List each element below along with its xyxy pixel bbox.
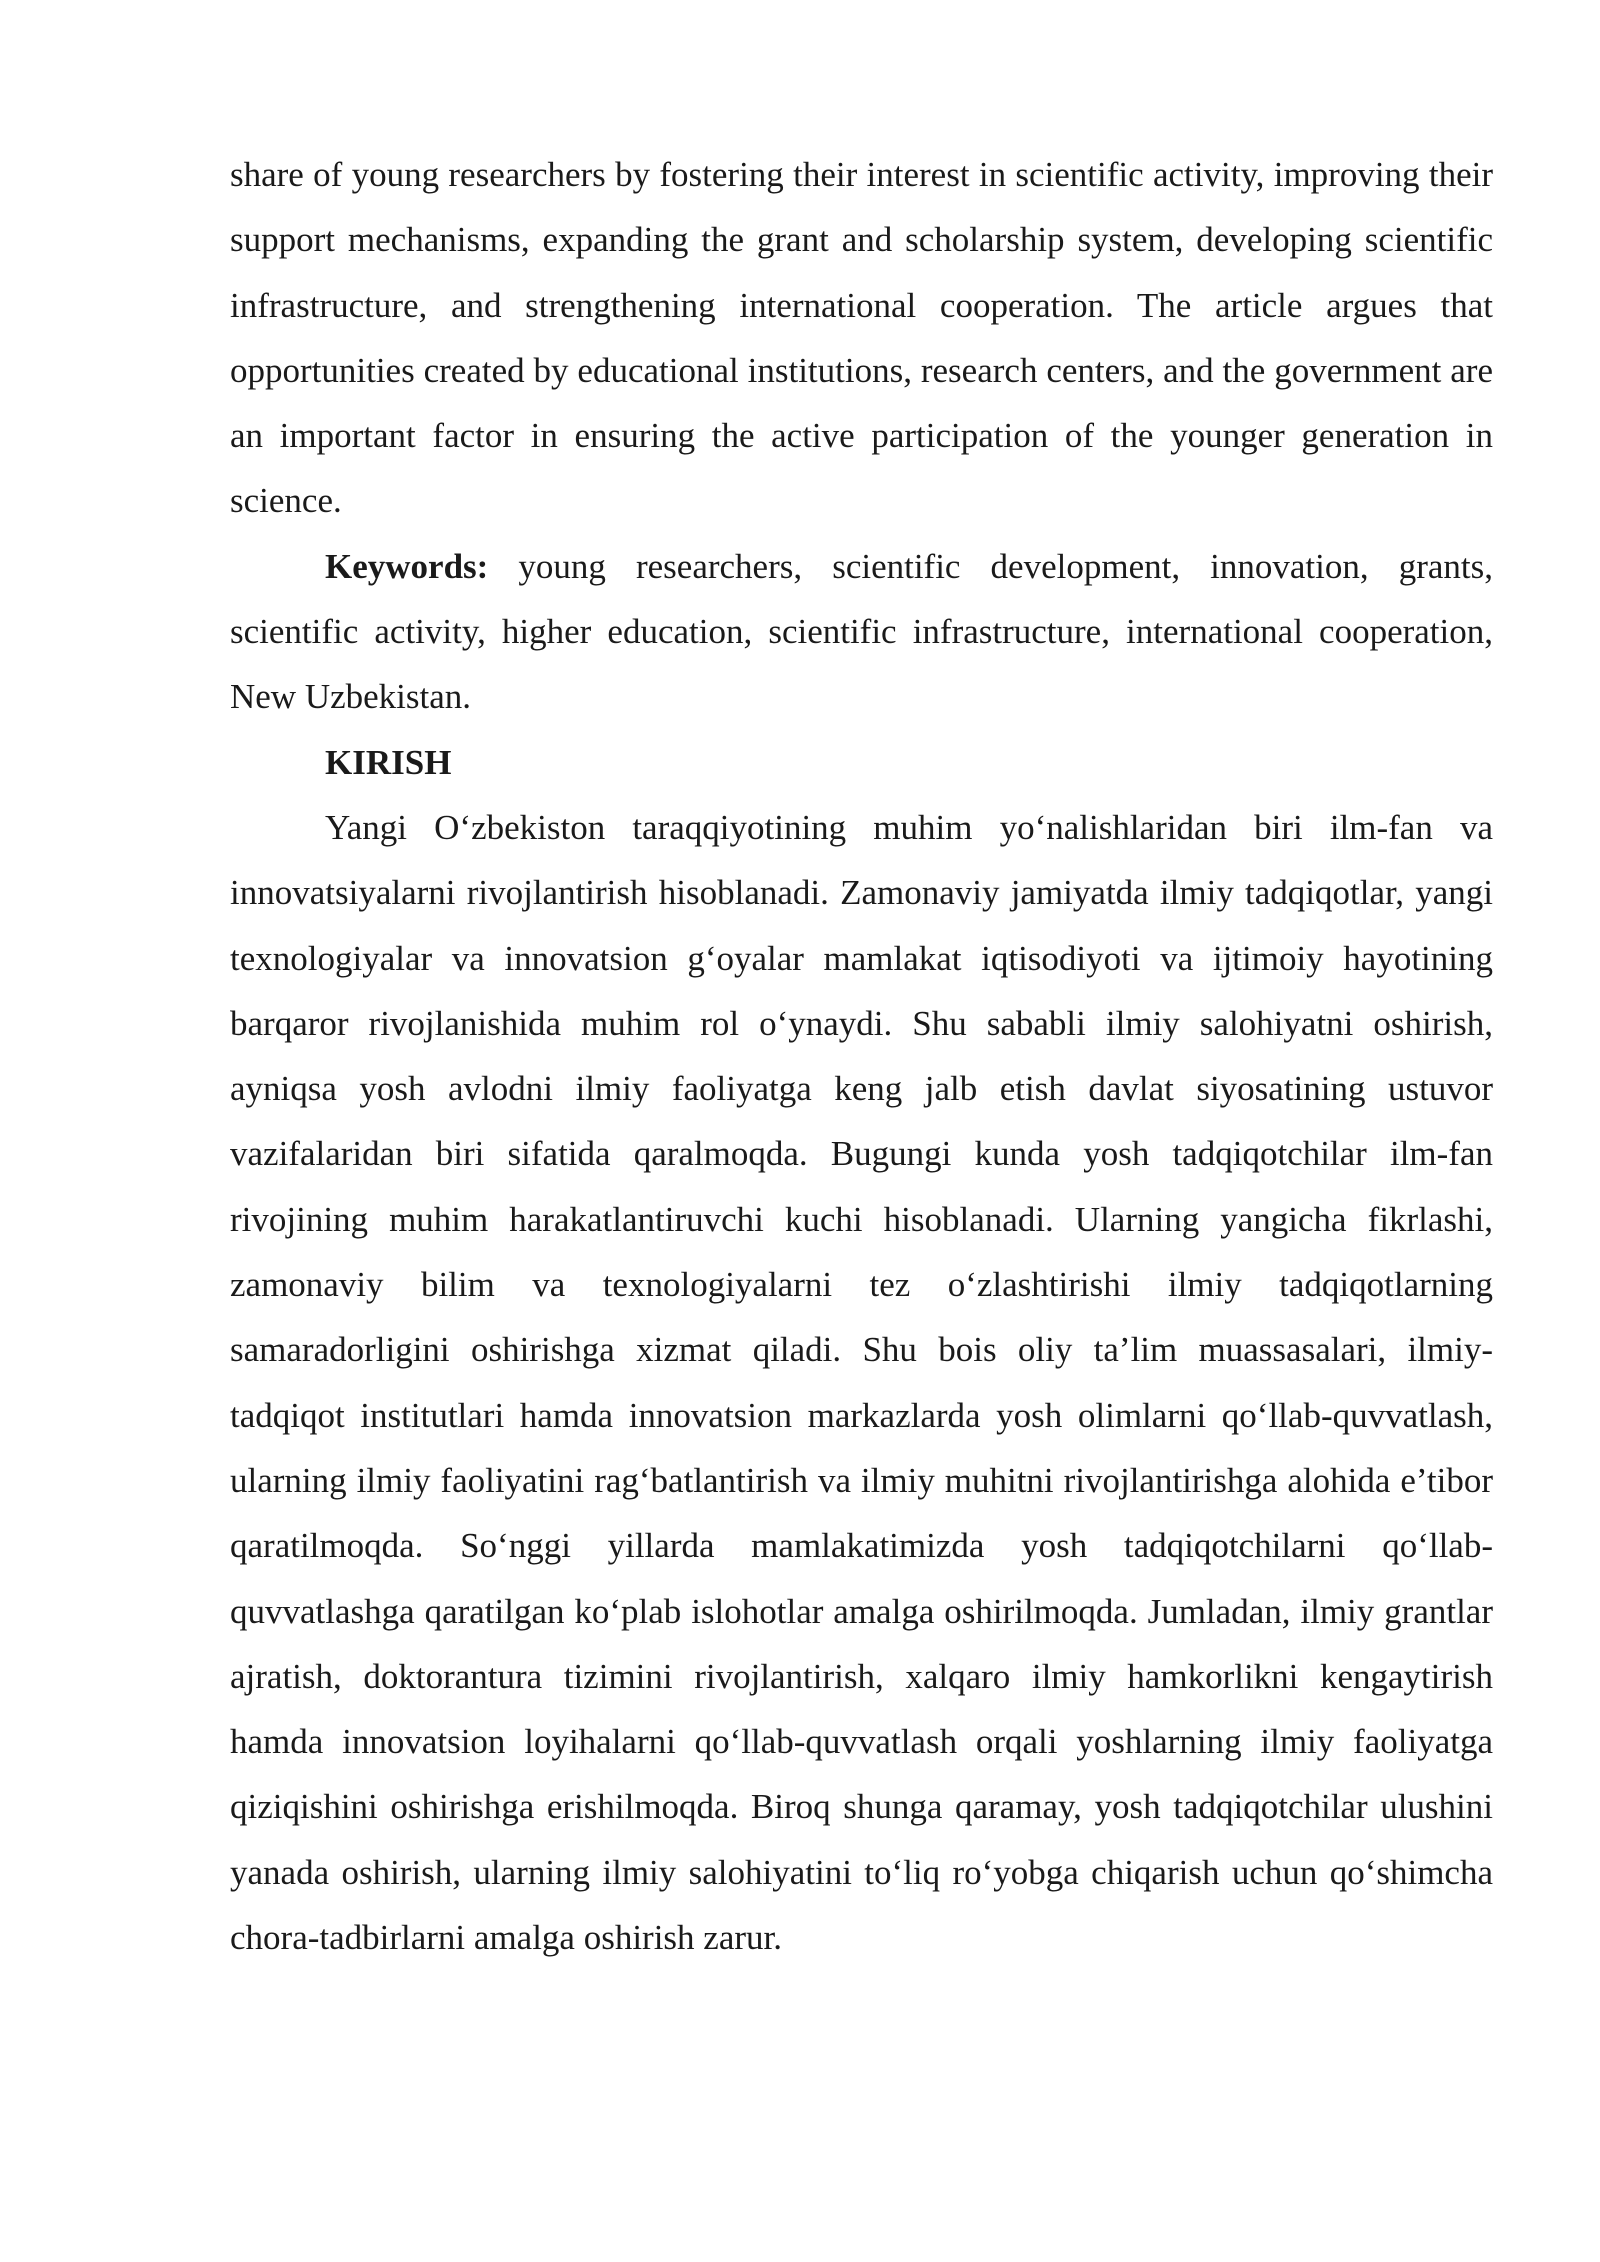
document-page xyxy=(230,142,1493,1970)
keywords-list: young researchers, scientific development, innovation, grants, scientific activity, higher education, scientific infrastructure, international cooperation, New Uzbekistan. xyxy=(230,546,1493,717)
introduction-paragraph: Yangi O‘zbekiston taraqqiyotining muhim yo‘nalishlaridan biri ilm-fan va innovatsiyalarni rivojlantirish hisoblanadi. Zamonaviy jamiyatda ilmiy tadqiqotlar, yangi texnologiyalar va innovatsion g‘oyalar mamlakat iqtisodiyoti va ijtimoiy hayotining barqaror rivojlanishida muhim rol o‘ynaydi. Shu sababli ilmiy salohiyatni oshirish, ayniqsa yosh avlodni ilmiy faoliyatga keng jalb etish davlat siyosatining ustuvor vazifalaridan biri sifatida qaralmoqda. Bugungi kunda yosh tadqiqotchilar ilm-fan rivojining muhim harakatlantiruvchi kuchi hisoblanadi. Ularning yangicha fikrlashi, zamonaviy bilim va texnologiyalarni tez o‘zlashtirishi ilmiy tadqiqotlarning samaradorligini oshirishga xizmat qiladi. Shu bois oliy ta’lim muassasalari, ilmiy-tadqiqot institutlari hamda innovatsion markazlarda yosh olimlarni qo‘llab-quvvatlash, ularning ilmiy faoliyatini rag‘batlantirish va ilmiy muhitni rivojlantirishga alohida e’tibor qaratilmoqda. So‘nggi yillarda mamlakatimizda yosh tadqiqotchilarni qo‘llab-quvvatlashga qaratilgan ko‘plab islohotlar amalga oshirilmoqda. Jumladan, ilmiy grantlar ajratish, doktorantura tizimini rivojlantirish, xalqaro ilmiy hamkorlikni kengaytirish hamda innovatsion loyihalarni qo‘llab-quvvatlash orqali yoshlarning ilmiy faoliyatga qiziqishini oshirishga erishilmoqda. Biroq shunga qaramay, yosh tadqiqotchilar ulushini yanada oshirish, ularning ilmiy salohiyatini to‘liq ro‘yobga chiqarish uchun qo‘shimcha chora-tadbirlarni amalga oshirish zarur. xyxy=(230,807,1493,1958)
section-heading-introduction: KIRISH xyxy=(325,742,452,782)
keywords-label: Keywords: xyxy=(325,546,489,586)
keywords-paragraph xyxy=(230,534,1493,730)
abstract-continuation-paragraph: share of young researchers by fostering their interest in scientific activity, improving their support mechanisms, expanding the grant and scholarship system, developing scientific infrastructure, and strengthening international cooperation. The article argues that opportunities created by educational institutions, research centers, and the government are an important factor in ensuring the active participation of the younger generation in science. xyxy=(230,155,1493,521)
